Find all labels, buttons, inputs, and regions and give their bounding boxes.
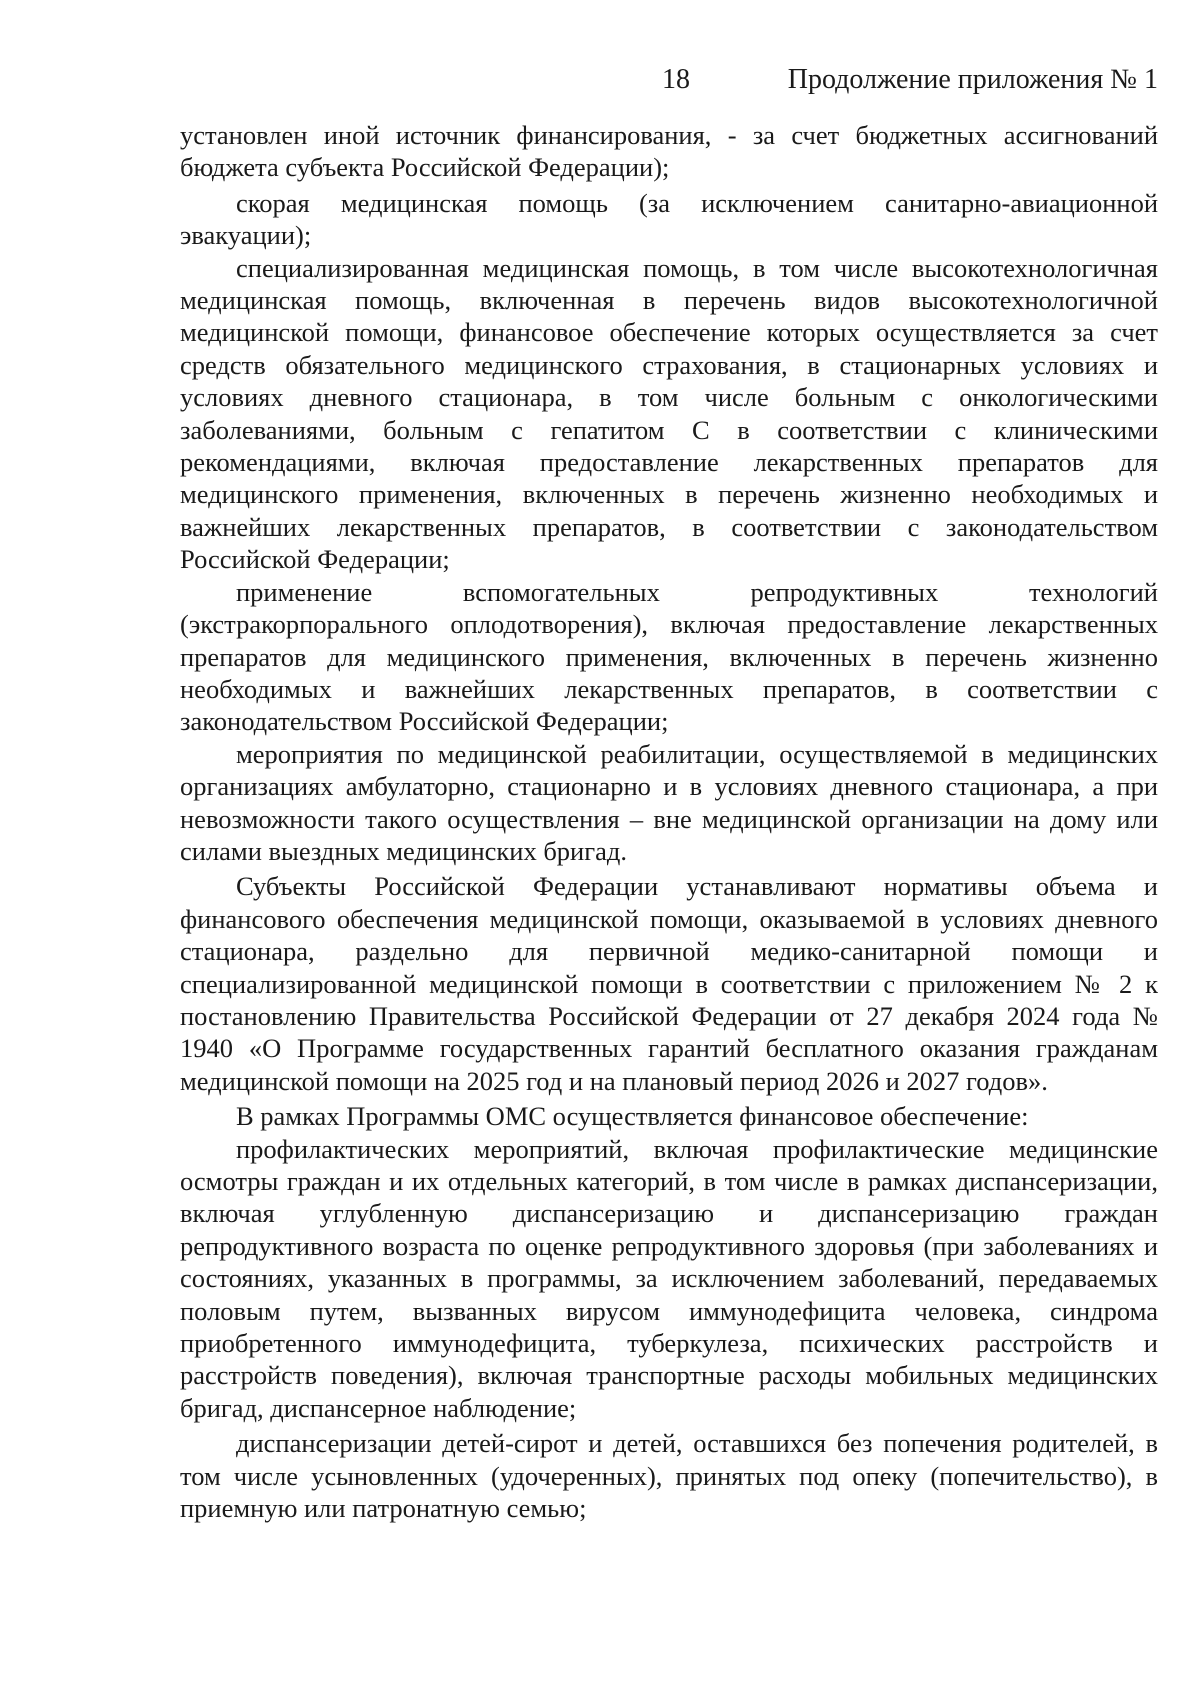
paragraph-preventive-measures: профилактических мероприятий, включая профилактические медицинские осмотры граждан и их отдельных категорий, в том числе в рамках диспансеризации, включая углубленную диспансеризацию и диспансеризацию граждан репродуктивного возраста по оценке репродуктивного здоровья (при заболеваниях и состояниях, указанных в программы, за исключением заболеваний, передаваемых половым путем, вызванных вирусом иммунодефицита человека, синдрома приобретенного иммунодефицита, туберкулеза, психических расстройств и расстройств поведения), включая транспортные расходы мобильных медицинских бригад, диспансерное наблюдение; xyxy=(180,1133,1158,1423)
paragraph-funding-source: установлен иной источник финансирования, - за счет бюджетных ассигнований бюджета субъекта Российской Федерации); xyxy=(180,120,1158,183)
paragraph-rehabilitation: мероприятия по медицинской реабилитации, осуществляемой в медицинских организациях амбулаторно, стационарно и в условиях дневного стационара, а при невозможности такого осуществления – вне медицинской организации на дому или силами выездных медицинских бригад. xyxy=(180,738,1158,866)
paragraph-emergency-care: скорая медицинская помощь (за исключением санитарно-авиационной эвакуации); xyxy=(180,187,1158,251)
paragraph-specialized-care: специализированная медицинская помощь, в том числе высокотехнологичная медицинская помощь, включенная в перечень видов высокотехнологичной медицинской помощи, финансовое обеспечение которых осуществляется за счет средств обязательного медицинского страхования, в стационарных условиях и условиях дневного стационара, в том числе больным с онкологическими заболеваниями, больным с гепатитом С в соответствии с клиническими рекомендациями, включая предоставление лекарственных препаратов для медицинского применения, включенных в перечень жизненно необходимых и важнейших лекарственных препаратов, в соответствии с законодательством Российской Федерации; xyxy=(180,252,1158,575)
paragraph-regional-standards: Субъекты Российской Федерации устанавливают нормативы объема и финансового обеспечения медицинской помощи, оказываемой в условиях дневного стационара, раздельно для первичной медико-санитарной помощи и специализированной медицинской помощи в соответствии с приложением № 2 к постановлению Правительства Российской Федерации от 27 декабря 2024 года № 1940 «О Программе государственных гарантий бесплатного оказания гражданам медицинской помощи на 2025 год и на плановый период 2026 и 2027 годов». xyxy=(180,871,1158,1096)
paragraph-oms-program-intro: В рамках Программы ОМС осуществляется финансовое обеспечение: xyxy=(236,1101,1029,1132)
paragraph-orphan-screening: диспансеризации детей-сирот и детей, оставшихся без попечения родителей, в том числе усыновленных (удочеренных), принятых под опеку (попечительство), в приемную или патронатную семью; xyxy=(180,1428,1158,1524)
page-number: 18 xyxy=(662,64,690,95)
appendix-continuation-label: Продолжение приложения № 1 xyxy=(787,64,1158,95)
paragraph-reproductive-technologies: применение вспомогательных репродуктивных технологий (экстракорпорального оплодотворения), включая предоставление лекарственных препаратов для медицинского применения, включенных в перечень жизненно необходимых и важнейших лекарственных препаратов, в соответствии с законодательством Российской Федерации; xyxy=(180,576,1158,737)
page-header xyxy=(180,60,1158,100)
document-body xyxy=(180,119,1158,1524)
